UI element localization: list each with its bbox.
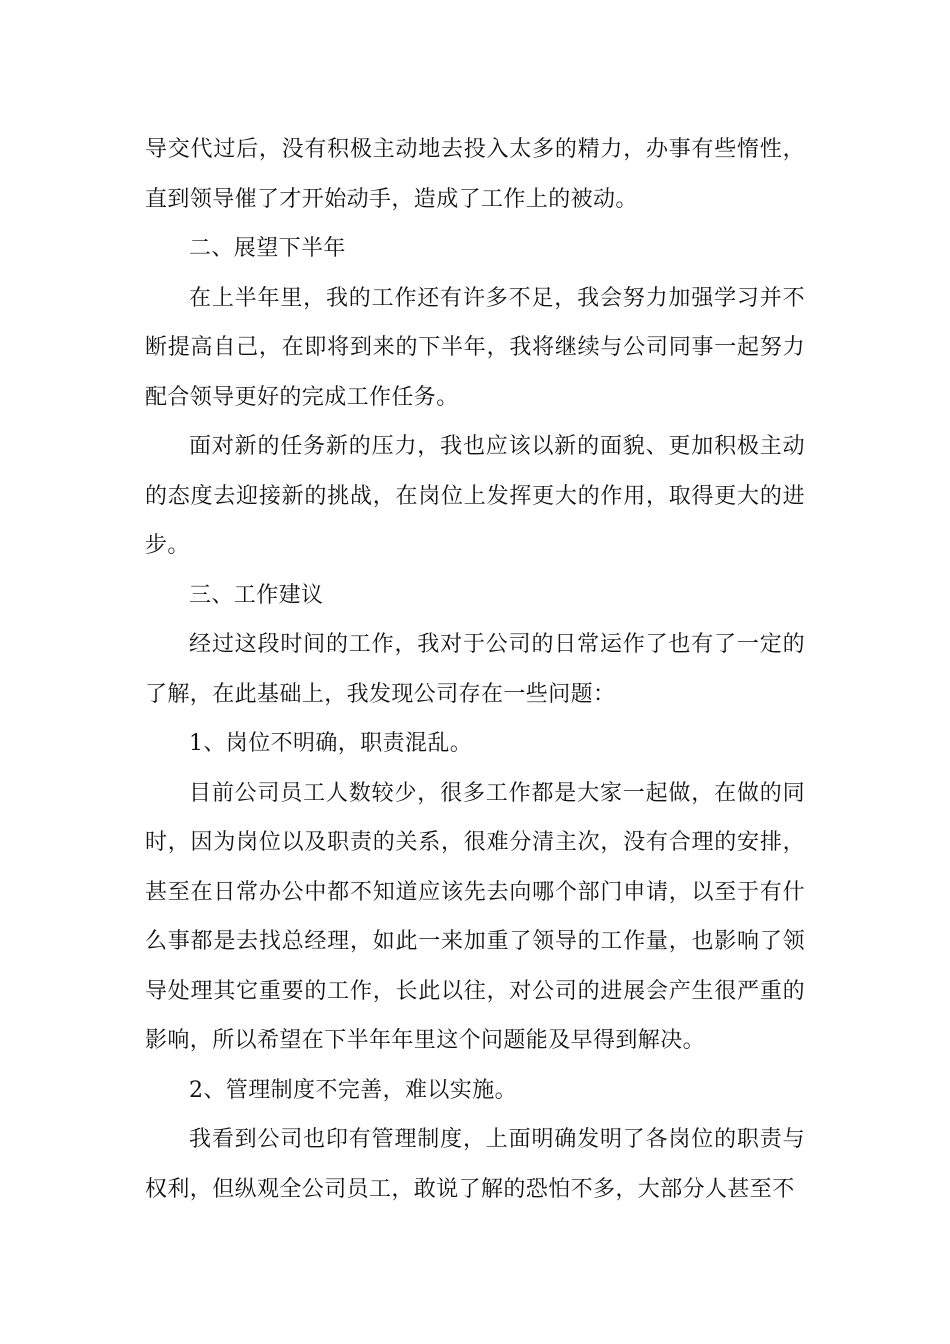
sub-heading-2: 2、管理制度不完善，难以实施。 xyxy=(189,1077,517,1103)
paragraph-continued: 导交代过后，没有积极主动地去投入太多的精力，办事有些惰性，直到领导催了才开始动手，造成了工作上的被动。 xyxy=(145,137,805,212)
document-body xyxy=(145,125,805,1214)
paragraph: 面对新的任务新的压力，我也应该以新的面貌、更加积极主动的态度去迎接新的挑战，在岗位上发挥更大的作用，取得更大的进步。 xyxy=(145,434,805,558)
paragraph: 在上半年里，我的工作还有许多不足，我会努力加强学习并不断提高自己，在即将到来的下半年，我将继续与公司同事一起努力配合领导更好的完成工作任务。 xyxy=(145,285,805,410)
paragraph: 我看到公司也印有管理制度，上面明确发明了各岗位的职责与权利，但纵观全公司员工，敢说了解的恐怕不多，大部分人甚至不 xyxy=(145,1127,805,1202)
section-heading-outlook: 二、展望下半年 xyxy=(189,236,346,261)
paragraph: 经过这段时间的工作，我对于公司的日常运作了也有了一定的了解，在此基础上，我发现公司存在一些问题： xyxy=(145,632,805,707)
sub-heading-1: 1、岗位不明确，职责混乱。 xyxy=(189,731,473,756)
paragraph: 目前公司员工人数较少，很多工作都是大家一起做，在做的同时，因为岗位以及职责的关系，很难分清主次，没有合理的安排，甚至在日常办公中都不知道应该先去向哪个部门申请，以至于有什么事都是去找总经理，如此一来加重了领导的工作量，也影响了领导处理其它重要的工作，长此以往，对公司的进展会产生很严重的影响，所以希望在下半年年里这个问题能及早得到解决。 xyxy=(145,780,805,1053)
section-heading-suggestions: 三、工作建议 xyxy=(189,582,324,608)
